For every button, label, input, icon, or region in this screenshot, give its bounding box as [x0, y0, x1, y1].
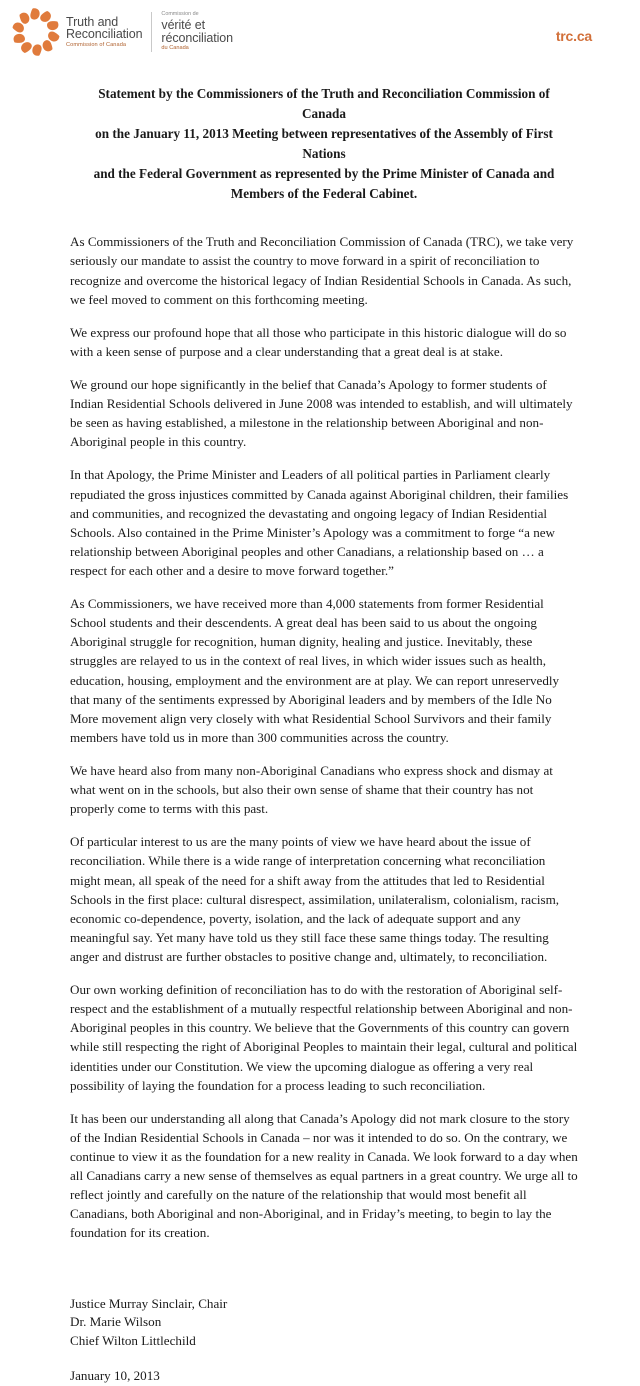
paragraph: Our own working definition of reconciliation has to do with the restoration of Aboriginal self-respect and the establishment of a mutually respectful relationship between Aboriginal and non-Aboriginal peoples in this country. We believe that the Governments of this country can govern while still respecting the right of Aboriginal Peoples to maintain their legal, cultural and political identities under our Constitution. We view the upcoming dialogue as offering a very real possibility of laying the foundation for a process leading to such reconciliation. — [70, 982, 578, 1093]
paragraph: We express our profound hope that all those who participate in this historic dialogue will do so with a keen sense of purpose and a clear understanding that a great deal is at stake. — [70, 324, 567, 359]
paragraph: We have heard also from many non-Aboriginal Canadians who express shock and dismay at what went on in the schools, but also their own sense of shame that their country has not properly come to terms with this past. — [70, 763, 553, 817]
page-title-line: Statement by the Commissioners of the Truth and Reconciliation Commission of Canada — [98, 86, 550, 122]
site-url-link[interactable]: trc.ca — [555, 28, 592, 44]
page-title-line: on the January 11, 2013 Meeting between representatives of the Assembly of First Nations — [95, 126, 553, 162]
logo-fr-line0: Commission de — [161, 11, 199, 17]
paragraph: As Commissioners of the Truth and Reconciliation Commission of Canada (TRC), we take very seriously our mandate to assist the country to move forward in a spirit of reconciliation to recognize and overcome the historical legacy of Indian Residential Schools in Canada. As such, we feel moved to comment on this forthcoming meeting. — [70, 234, 574, 307]
logo-fr-line3: du Canada — [161, 45, 189, 52]
paragraph: As Commissioners, we have received more than 4,000 statements from former Residential School students and their descendents. A great deal has been said to us about the ongoing Aboriginal struggle for recognition, human dignity, healing and justice. Inevitably, these struggles are relayed to us in the context of real lives, in which wider issues such as health, education, housing, employment and the environment are at play. We can report unreservedly that many of the sentiments expressed by Aboriginal leaders and by members of the Idle No More movement align very closely with what Residential School Survivors and their family members have told us in more than 300 communities across the country. — [70, 596, 560, 745]
signatory: Chief Wilton Littlechild — [70, 1332, 196, 1348]
logo-fr-line2: réconciliation — [161, 30, 233, 45]
logo-divider — [151, 12, 152, 52]
page-title-line: Members of the Federal Cabinet. — [230, 186, 418, 202]
page-title-line: and the Federal Government as represented by the Prime Minister of Canada and — [93, 166, 555, 182]
logo-wordmark-english — [66, 16, 142, 49]
trc-logo — [8, 6, 233, 58]
statement-date: January 10, 2013 — [70, 1368, 160, 1384]
page-title — [78, 84, 570, 204]
paragraph: It has been our understanding all along that Canada’s Apology did not mark closure to the story of the Indian Residential Schools in Canada – nor was it intended to do so. On the contrary, we continue to view it as the foundation for a new reality in Canada. We look forward to a day when all Canadians carry a new sense of themselves as equal partners in a great country. We urge all to reflect jointly and carefully on the nature of the relationship that would most benefit all Canadians, both Aboriginal and non-Aboriginal, and in Friday’s meeting, to begin to lay the foundation for its creation. — [70, 1110, 578, 1241]
signature-block — [70, 1295, 578, 1386]
page-header — [0, 0, 640, 66]
logo-en-line1: Truth and — [66, 14, 119, 29]
paragraph: We ground our hope significantly in the belief that Canada’s Apology to former students of Indian Residential Schools delivered in June 2008 was intended to establish, and will ultimately be seen as having established, a milestone in the relationship between Aboriginal and non-Aboriginal people in this country. — [70, 377, 573, 450]
logo-en-line2: Reconciliation — [66, 27, 143, 42]
statement-paragraphs — [70, 232, 578, 1242]
document-body — [0, 84, 640, 1386]
logo-en-line3: Commission of Canada — [66, 41, 127, 48]
logo-fr-line1: vérité et — [161, 18, 205, 33]
signatory: Justice Murray Sinclair, Chair — [70, 1295, 228, 1311]
signatory: Dr. Marie Wilson — [70, 1314, 162, 1330]
paragraph: Of particular interest to us are the many points of view we have heard about the issue of reconciliation. While there is a wide range of interpretation concerning what reconciliation might mean, all speak of the need for a shift away from the attitudes that led to Residential Schools in the first place: cultural disrespect, assimilation, unilateralism, colonialism, racism, economic co-dependence, poverty, isolation, and the lack of adequate support and any meaningful say. Yet many have told us they still face these same things today. The resulting anger and distrust are further obstacles to positive change and, ultimately, to reconciliation. — [70, 834, 560, 964]
paragraph: In that Apology, the Prime Minister and Leaders of all political parties in Parliament clearly repudiated the gross injustices committed by Canada against Aboriginal children, their families and communities, and recognized the devastating and ongoing legacy of Indian Residential Schools. Also contained in the Prime Minister’s Apology was a commitment to forge “a new relationship between Aboriginal peoples and other Canadians, a relationship based on … a respect for each other and a desire to move forward together.” — [70, 467, 569, 579]
logo-wordmark-french — [161, 12, 233, 52]
trc-circle-feathers-logo — [8, 6, 64, 58]
